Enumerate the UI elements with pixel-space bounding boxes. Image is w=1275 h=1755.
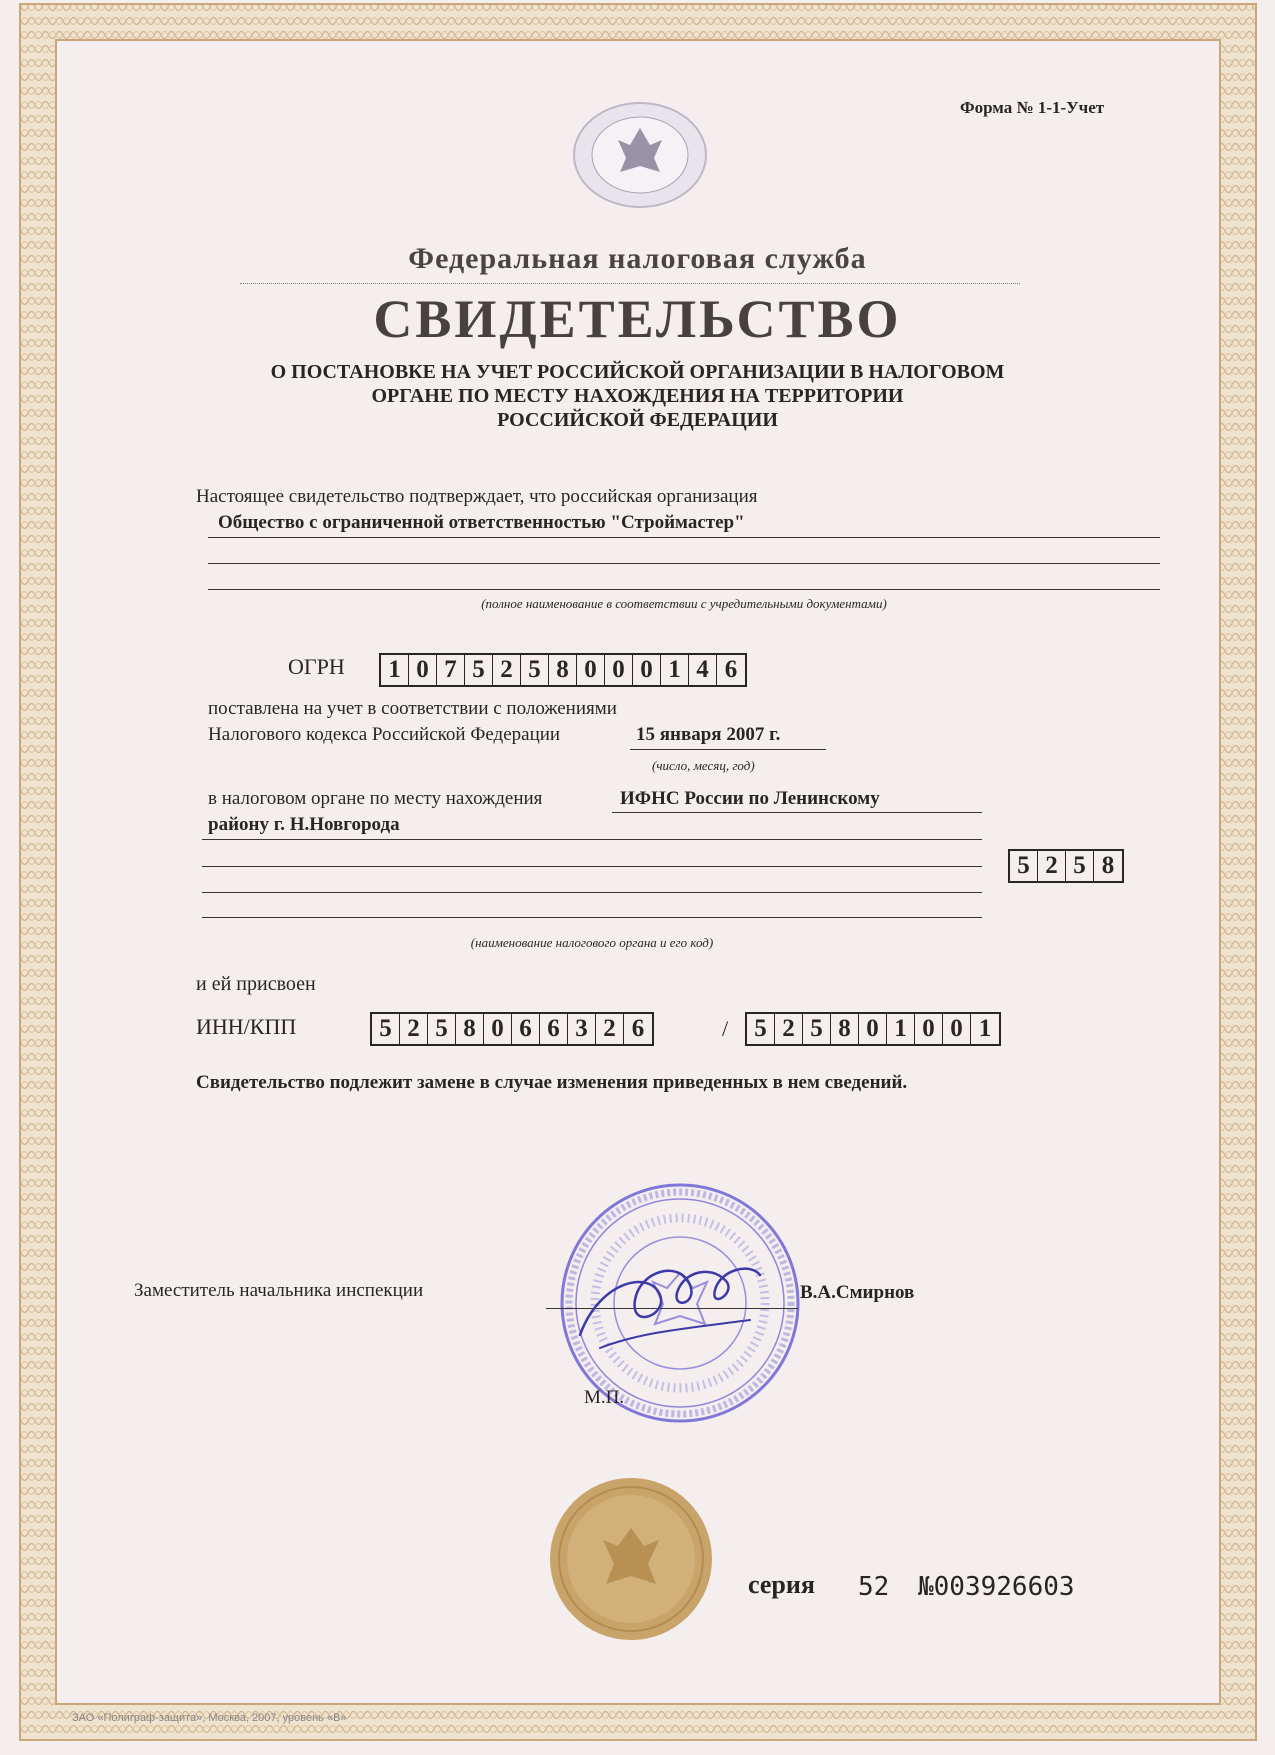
digit-cell: 2 <box>493 655 521 685</box>
digit-cell: 5 <box>1010 851 1038 881</box>
digit-cell: 2 <box>775 1014 803 1044</box>
organization-name: Общество с ограниченной ответственностью "Строймастер" <box>218 512 745 533</box>
tax-office-label: в налоговом органе по месту нахождения <box>208 788 543 809</box>
digit-cell: 0 <box>484 1014 512 1044</box>
digit-cell: 3 <box>568 1014 596 1044</box>
digit-cell: 0 <box>633 655 661 685</box>
digit-cell: 4 <box>689 655 717 685</box>
certificate-number: №003926603 <box>918 1572 1075 1602</box>
office-line <box>612 812 982 813</box>
office-caption: (наименование налогового органа и его код) <box>470 935 714 950</box>
org-caption: (полное наименование в соответствии с учредительными документами) <box>481 596 887 611</box>
document-title: СВИДЕТЕЛЬСТВО <box>373 289 902 349</box>
kpp-cells <box>745 1012 1001 1046</box>
digit-cell: 8 <box>456 1014 484 1044</box>
hologram-emblem <box>570 100 710 210</box>
series-value: 52 <box>858 1572 890 1602</box>
printer-imprint: ЗАО «Полиграф-защита», Москва, 2007, уровень «В» <box>72 1712 347 1724</box>
office-line <box>202 839 982 840</box>
digit-cell: 0 <box>915 1014 943 1044</box>
digit-cell: 1 <box>661 655 689 685</box>
office-line <box>202 866 982 867</box>
digit-cell: 6 <box>724 656 738 683</box>
digit-cell: 2 <box>1038 851 1066 881</box>
inn-cells <box>370 1012 654 1046</box>
registered-text: Налогового кодекса Российской Федерации <box>208 724 561 745</box>
digit-cell: 5 <box>465 655 493 685</box>
digit-cell: 5 <box>803 1014 831 1044</box>
digit-cell: 5 <box>372 1014 400 1044</box>
intro-text: Настоящее свидетельство подтверждает, что российская организация <box>196 486 758 507</box>
replacement-notice: Свидетельство подлежит замене в случае изменения приведенных в нем сведений. <box>196 1072 908 1093</box>
registration-date: 15 января 2007 г. <box>636 724 781 745</box>
digit-cell: 0 <box>577 655 605 685</box>
tax-office-code-cells <box>1008 849 1124 883</box>
org-line <box>208 537 1160 538</box>
digit-cell: 8 <box>549 655 577 685</box>
digit-cell: 0 <box>943 1014 971 1044</box>
tax-office-name: ИФНС России по Ленинскому <box>620 788 880 809</box>
inn-kpp-label: ИНН/КПП <box>196 1014 297 1039</box>
digit-cell: 0 <box>859 1014 887 1044</box>
stamp-place-label: М.П. <box>584 1387 625 1408</box>
digit-cell: 6 <box>631 1015 645 1042</box>
digit-cell: 8 <box>1101 852 1115 879</box>
signer-name: В.А.Смирнов <box>800 1282 915 1303</box>
inn-kpp-separator: / <box>722 1016 729 1041</box>
office-line <box>202 892 982 893</box>
signer-position: Заместитель начальника инспекции <box>134 1280 424 1301</box>
handwritten-signature <box>560 1240 780 1360</box>
ogrn-label: ОГРН <box>288 654 345 679</box>
divider <box>240 283 1020 284</box>
office-line <box>202 917 982 918</box>
subtitle-line: ОРГАНЕ ПО МЕСТУ НАХОЖДЕНИЯ НА ТЕРРИТОРИИ <box>371 385 904 407</box>
digit-cell: 2 <box>596 1014 624 1044</box>
digit-cell: 5 <box>1066 851 1094 881</box>
org-line <box>208 589 1160 590</box>
gold-seal <box>548 1476 714 1642</box>
date-caption: (число, месяц, год) <box>652 758 755 773</box>
digit-cell: 5 <box>747 1014 775 1044</box>
digit-cell: 8 <box>831 1014 859 1044</box>
digit-cell: 6 <box>540 1014 568 1044</box>
tax-office-name: району г. Н.Новгорода <box>208 814 400 835</box>
digit-cell: 0 <box>409 655 437 685</box>
registered-text: поставлена на учет в соответствии с положениями <box>208 698 617 719</box>
agency-name: Федеральная налоговая служба <box>408 242 867 275</box>
ogrn-cells <box>379 653 747 687</box>
digit-cell: 0 <box>605 655 633 685</box>
digit-cell: 1 <box>978 1015 992 1042</box>
series-label: серия <box>748 1570 815 1599</box>
digit-cell: 2 <box>400 1014 428 1044</box>
subtitle-line: РОССИЙСКОЙ ФЕДЕРАЦИИ <box>497 409 778 431</box>
date-line <box>630 749 826 750</box>
org-line <box>208 563 1160 564</box>
digit-cell: 1 <box>887 1014 915 1044</box>
digit-cell: 6 <box>512 1014 540 1044</box>
subtitle-line: О ПОСТАНОВКЕ НА УЧЕТ РОССИЙСКОЙ ОРГАНИЗАЦИИ В НАЛОГОВОМ <box>270 361 1005 383</box>
digit-cell: 7 <box>437 655 465 685</box>
digit-cell: 1 <box>381 655 409 685</box>
digit-cell: 5 <box>428 1014 456 1044</box>
assigned-text: и ей присвоен <box>196 973 316 995</box>
digit-cell: 5 <box>521 655 549 685</box>
document-subtitle <box>0 360 1275 432</box>
form-number: Форма № 1-1-Учет <box>960 98 1105 117</box>
